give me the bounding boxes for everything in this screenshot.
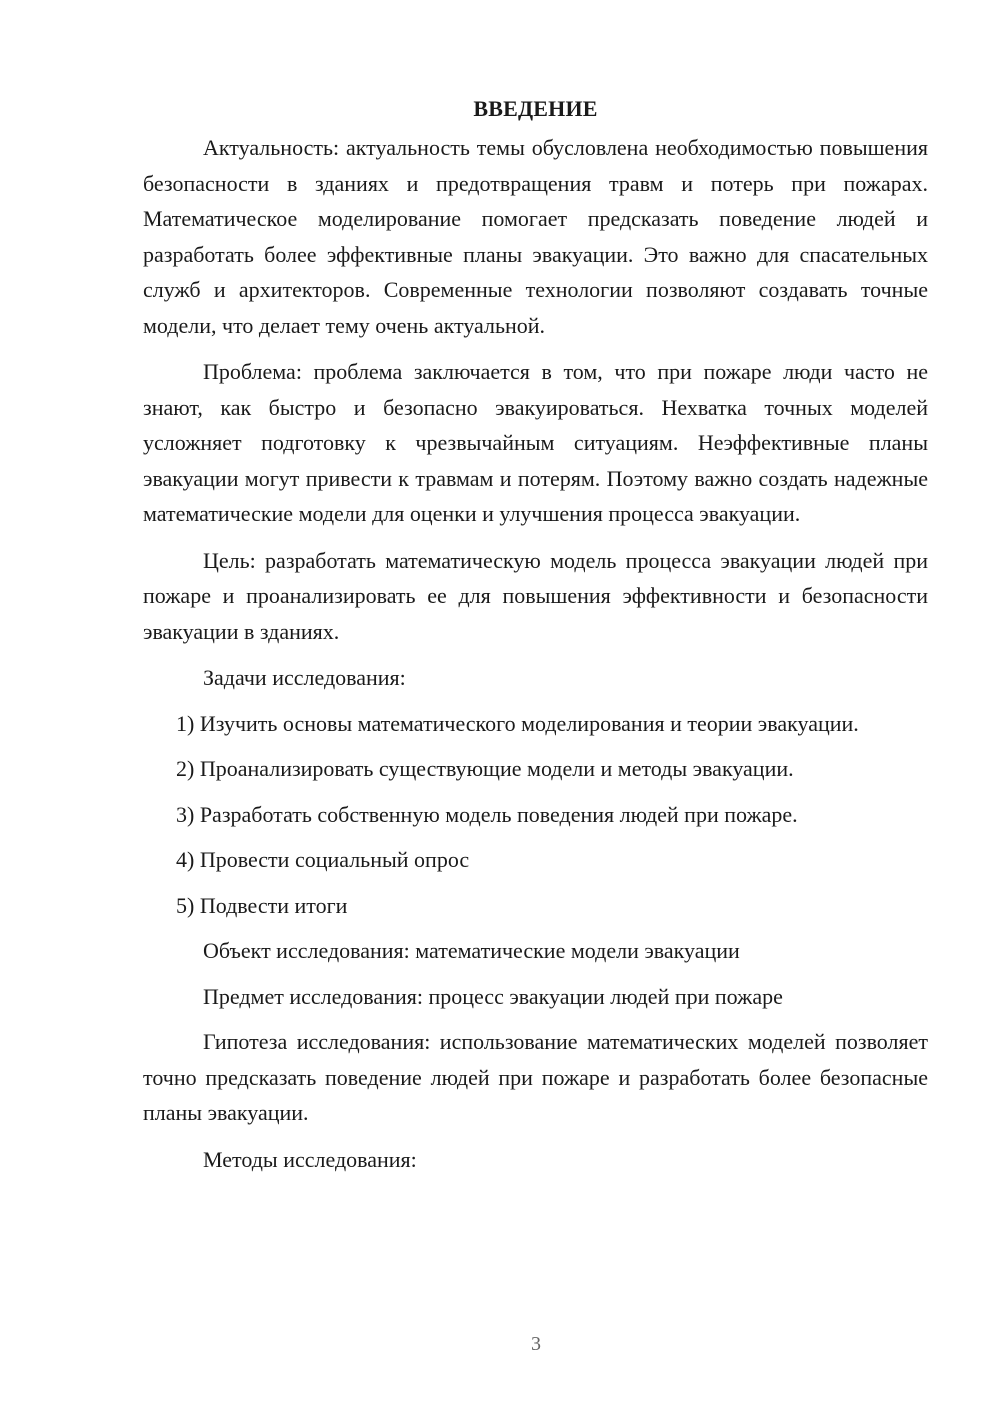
goal-paragraph: Цель: разработать математическую модель процесса эвакуации людей при пожаре и проанализировать ее для повышения эффективности и безопасности эвакуации в зданиях. [143, 547, 928, 644]
hypothesis-paragraph: Гипотеза исследования: использование математических моделей позволяет точно предсказать поведение людей при пожаре и разработать более безопасные планы эвакуации. [143, 1029, 928, 1125]
task-item: 1) Изучить основы математического моделирования и теории эвакуации. [176, 710, 859, 736]
document-page [143, 92, 928, 1187]
task-item: 4) Провести социальный опрос [176, 847, 470, 872]
task-item: 3) Разработать собственную модель поведения людей при пожаре. [176, 801, 798, 827]
object-paragraph: Объект исследования: математические модели эвакуации [203, 938, 740, 963]
subject-paragraph: Предмет исследования: процесс эвакуации людей при пожаре [203, 983, 783, 1009]
tasks-heading: Задачи исследования: [203, 665, 406, 690]
task-item: 2) Проанализировать существующие модели и методы эвакуации. [176, 756, 794, 781]
methods-heading: Методы исследования: [203, 1146, 417, 1172]
task-item: 5) Подвести итоги [176, 892, 348, 918]
page-title: ВВЕДЕНИЕ [473, 96, 598, 121]
page-number: 3 [531, 1333, 541, 1355]
relevance-paragraph: Актуальность: актуальность темы обусловлена необходимостью повышения безопасности в зданиях и предотвращения травм и потерь при пожарах. Математическое моделирование помогает предсказать поведение людей и разработать более эффективные планы эвакуации. Это важно для спасательных служб и архитекторов. Современные технологии позволяют создавать точные модели, что делает тему очень актуальной. [143, 135, 928, 338]
problem-paragraph: Проблема: проблема заключается в том, что при пожаре люди часто не знают, как быстро и безопасно эвакуироваться. Нехватка точных моделей усложняет подготовку к чрезвычайным ситуациям. Неэффективные планы эвакуации могут привести к травмам и потерям. Поэтому важно создать надежные математические модели для оценки и улучшения процесса эвакуации. [143, 359, 928, 526]
